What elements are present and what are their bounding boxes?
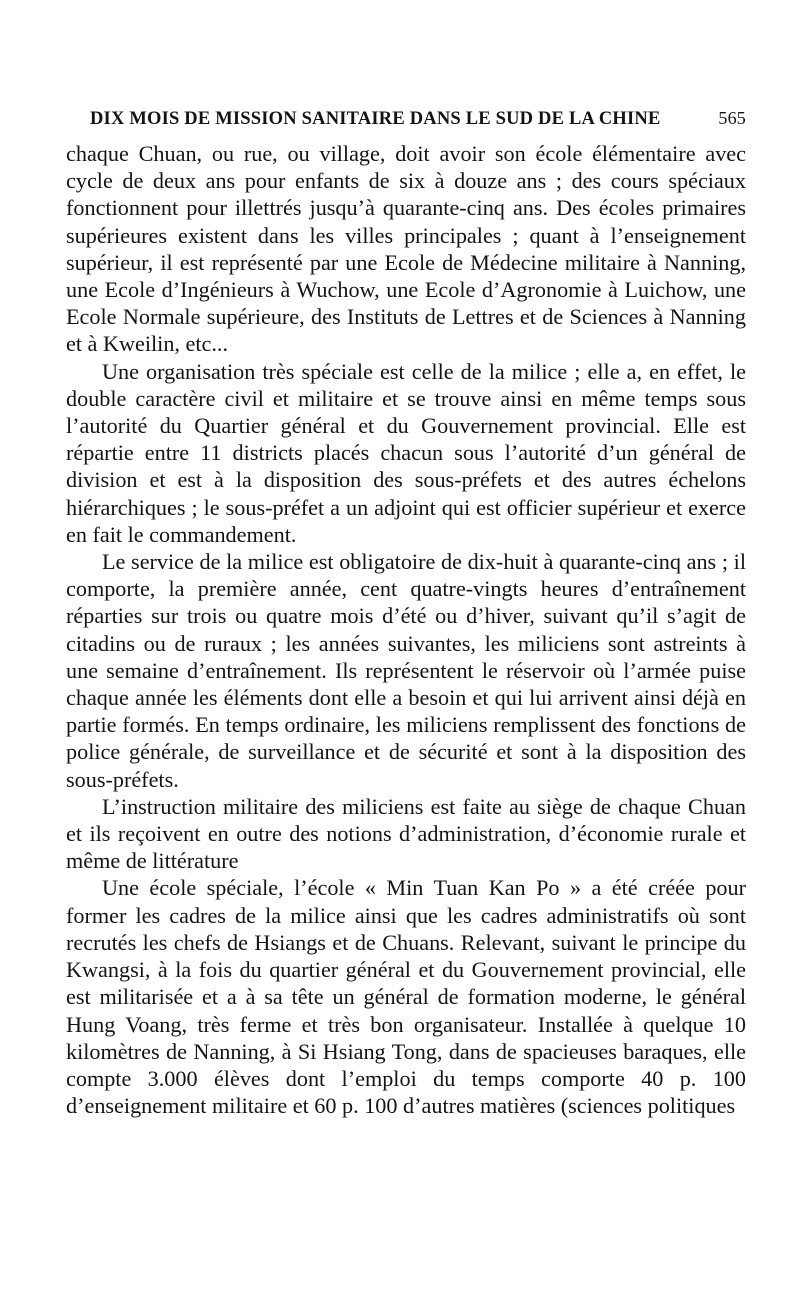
paragraph-continued: chaque Chuan, ou rue, ou village, doit avoir son école élémentaire avec cycle de deux ans pour enfants de six à douze ans ; des cours spéciaux fonctionnent pour illettrés jusqu’à quarante-cinq ans. Des écoles primaires supérieures existent dans les villes principales ; quant à l’enseignement supérieur, il est représenté par une Ecole de Médecine militaire à Nanning, une Ecole d’Ingénieurs à Wuchow, une Ecole d’Agronomie à Luichow, une Ecole Normale supérieure, des Instituts de Lettres et de Sciences à Nanning et à Kweilin, etc... [66, 141, 746, 357]
paragraph-instruction-militaire: L’instruction militaire des miliciens est faite au siège de chaque Chuan et ils reçoivent en outre des notions d’administration, d’économie rurale et même de littérature [66, 793, 746, 874]
page-number: 565 [718, 108, 746, 128]
paragraph-milice-organisation: Une organisation très spéciale est celle de la milice ; elle a, en effet, le double caractère civil et militaire et se trouve ainsi en même temps sous l’autorité du Quartier général et du Gouvernement provincial. Elle est répartie entre 11 districts placés chacun sous l’autorité d’un général de division et est à la disposition des sous-préfets et des autres échelons hiérarchiques ; le sous-préfet a un adjoint qui est officier supérieur et exerce en fait le commandement. [66, 358, 746, 547]
running-header [90, 96, 746, 140]
running-title: DIX MOIS DE MISSION SANITAIRE DANS LE SUD DE LA CHINE [90, 109, 661, 129]
paragraph-milice-service: Le service de la milice est obligatoire de dix-huit à quarante-cinq ans ; il comporte, la première année, cent quatre-vingts heures d’entraînement réparties sur trois ou quatre mois d’été ou d’hiver, suivant qu’il s’agit de citadins ou de ruraux ; les années suivantes, les miliciens sont astreints à une semaine d’entraînement. Ils représentent le réservoir où l’armée puise chaque année les éléments dont elle a besoin et qui lui arrivent ainsi déjà en partie formés. En temps ordinaire, les miliciens remplissent des fonctions de police générale, de surveillance et de sécurité et sont à la disposition des sous-préfets. [66, 549, 746, 792]
document-page [66, 96, 746, 1119]
body-text [66, 140, 746, 1119]
paragraph-ecole-speciale: Une école spéciale, l’école « Min Tuan Kan Po » a été créée pour former les cadres de la milice ainsi que les cadres administratifs où sont recrutés les chefs de Hsiangs et de Chuans. Relevant, suivant le principe du Kwangsi, à la fois du quartier général et du Gouvernement provincial, elle est militarisée et a à sa tête un général de formation moderne, le général Hung Voang, très ferme et très bon organisateur. Installée à quelque 10 kilomètres de Nanning, à Si Hsiang Tong, dans de spacieuses baraques, elle compte 3.000 élèves dont l’emploi du temps comporte 40 p. 100 d’enseignement militaire et 60 p. 100 d’autres matières (sciences politiques [66, 875, 746, 1119]
